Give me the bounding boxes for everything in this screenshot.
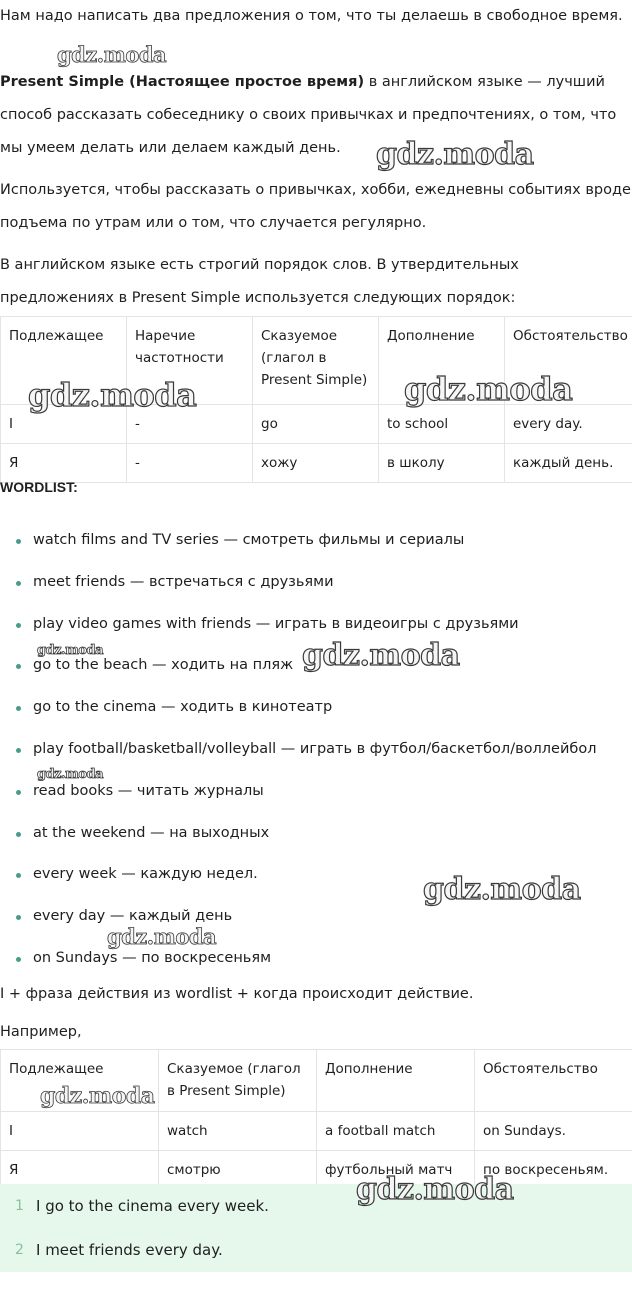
- answer-text: I go to the cinema every week.: [36, 1197, 269, 1215]
- watermark: gdz.moda: [423, 872, 581, 907]
- answer-number: 1: [15, 1198, 24, 1214]
- table-header-cell: Сказуемое (глагол в Present Simple): [253, 317, 379, 405]
- table-header-cell: Дополнение: [317, 1050, 475, 1112]
- intro-paragraph-3: Используется, чтобы рассказать о привычках, хобби, ежедневны событиях вроде подъема по утрам или о том, что случается регулярно.: [0, 182, 631, 231]
- watermark: gdz.moda: [302, 638, 460, 673]
- table-header-row: [1, 317, 632, 405]
- table-cell: смотрю: [159, 1151, 317, 1190]
- table-header-cell: Сказуемое (глагол в Present Simple): [159, 1050, 317, 1112]
- table-header-cell: Подлежащее: [1, 1050, 159, 1112]
- intro-paragraph-2: [0, 66, 632, 165]
- watermark: gdz.moda: [57, 42, 167, 67]
- answer-block: [0, 1184, 632, 1272]
- table-cell: I: [1, 405, 127, 444]
- watermark: gdz.moda: [28, 376, 197, 414]
- table-header-cell: Обстоятельство: [475, 1050, 632, 1112]
- table-header-cell: Подлежащее: [1, 317, 127, 405]
- list-item: play football/basketball/volleyball — играть в футбол/баскетбол/воллейбол: [0, 729, 632, 771]
- table-header-cell: Дополнение: [379, 317, 505, 405]
- answer-text: I meet friends every day.: [36, 1241, 223, 1259]
- sentence-formula: I + фраза действия из wordlist + когда происходит действие.: [0, 986, 474, 1002]
- list-item: every day — каждый день: [0, 896, 632, 938]
- table-cell: on Sundays.: [475, 1112, 632, 1151]
- table-cell: watch: [159, 1112, 317, 1151]
- table-cell: футбольный матч: [317, 1151, 475, 1190]
- table-cell: Я: [1, 1151, 159, 1190]
- table-cell: go: [253, 405, 379, 444]
- table-header-cell: Наречие частотности: [127, 317, 253, 405]
- answer-number: 2: [15, 1242, 24, 1258]
- watermark: gdz.moda: [40, 1083, 155, 1109]
- table-cell: в школу: [379, 444, 505, 483]
- table-cell: -: [127, 405, 253, 444]
- list-item: go to the beach — ходить на пляж: [0, 645, 632, 687]
- word-order-table: [0, 316, 632, 483]
- list-item: on Sundays — по воскресеньям: [0, 938, 632, 980]
- example-table: [0, 1049, 632, 1190]
- watermark: gdz.moda: [37, 643, 104, 658]
- watermark: gdz.moda: [37, 767, 104, 782]
- table-cell: a football match: [317, 1112, 475, 1151]
- table-header-cell: Обстоятельство: [505, 317, 632, 405]
- list-item: go to the cinema — ходить в кинотеатр: [0, 687, 632, 729]
- watermark: gdz.moda: [356, 1172, 514, 1207]
- wordlist: [0, 520, 632, 980]
- list-item: play video games with friends — играть в видеоигры с друзьями: [0, 604, 632, 646]
- table-header-row: [1, 1050, 632, 1112]
- intro-paragraph-4: В английском языке есть строгий порядок слов. В утвердительных предложениях в Present Simple используется следующих порядок:: [0, 257, 519, 306]
- list-item: meet friends — встречаться с друзьями: [0, 562, 632, 604]
- table-row: [1, 444, 632, 483]
- table-cell: -: [127, 444, 253, 483]
- table-row: [1, 1112, 632, 1151]
- watermark: gdz.moda: [376, 137, 534, 172]
- list-item: read books — читать журналы: [0, 771, 632, 813]
- intro-paragraph-2-text: в английском языке — лучший способ рассказать собеседнику о своих привычках и предпочтениях, о том, что мы умеем делать или делаем каждый день.: [0, 74, 617, 156]
- watermark: gdz.moda: [107, 924, 217, 949]
- table-cell: every day.: [505, 405, 632, 444]
- table-cell: Я: [1, 444, 127, 483]
- table-row: [1, 405, 632, 444]
- list-item: every week — каждую недел.: [0, 854, 632, 896]
- present-simple-term: Present Simple (Настоящее простое время): [0, 74, 365, 90]
- example-label: Например,: [0, 1024, 82, 1040]
- table-cell: to school: [379, 405, 505, 444]
- watermark: gdz.moda: [404, 370, 573, 408]
- intro-paragraph-1: Нам надо написать два предложения о том, что ты делаешь в свободное время.: [0, 8, 623, 24]
- list-item: at the weekend — на выходных: [0, 813, 632, 855]
- wordlist-title: WORDLIST:: [0, 479, 78, 495]
- table-cell: хожу: [253, 444, 379, 483]
- table-cell: I: [1, 1112, 159, 1151]
- list-item: watch films and TV series — смотреть фильмы и сериалы: [0, 520, 632, 562]
- table-cell: по воскресеньям.: [475, 1151, 632, 1190]
- table-cell: каждый день.: [505, 444, 632, 483]
